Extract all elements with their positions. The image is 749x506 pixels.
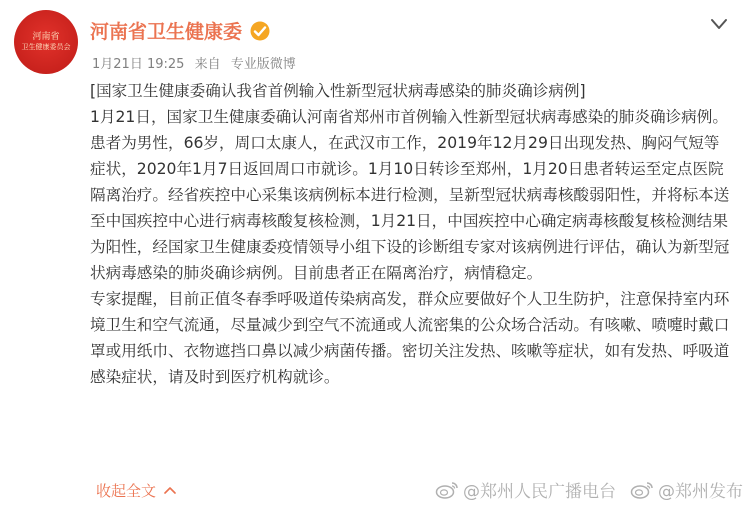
watermark-1 [435,477,616,502]
source-prefix: 来自 [194,57,221,72]
avatar-logo-text-2: 卫生健康委员会 [21,43,71,51]
weibo-logo-icon [435,480,459,500]
post-timestamp[interactable]: 1月21日 19:25 [92,57,185,72]
post-headline: [国家卫生健康委确认我省首例输入性新型冠状病毒感染的肺炎确诊病例] [90,82,586,100]
watermark-text-1: @郑州人民广播电台 [463,482,616,502]
weibo-logo-icon [630,480,654,500]
watermark-text-2: @郑州发布 [658,482,743,502]
chevron-down-icon[interactable] [709,14,729,34]
post-content [90,78,730,390]
watermarks [435,477,743,502]
chevron-up-icon [164,486,176,494]
post-source[interactable]: 专业版微博 [230,57,296,72]
post-meta [92,53,302,72]
avatar[interactable] [14,10,78,74]
collapse-label: 收起全文 [96,481,157,500]
watermark-2 [630,477,743,502]
author-name[interactable]: 河南省卫生健康委 [90,21,243,43]
post-paragraph: 1月21日，国家卫生健康委确认河南省郑州市首例输入性新型冠状病毒感染的肺炎确诊病例。 [90,108,728,126]
post-paragraph: 专家提醒，目前正值冬春季呼吸道传染病高发，群众应要做好个人卫生防护，注意保持室内环境卫生和空气流通，尽量减少到空气不流通或人流密集的公众场合活动。有咳嗽、喷嚏时戴口罩或用纸巾、衣物遮挡口鼻以减少病菌传播。密切关注发热、咳嗽等症状，如有发热、呼吸道感染症状，请及时到医疗机构就诊。 [90,290,730,386]
avatar-logo-text-1: 河南省 [32,32,60,42]
collapse-button[interactable] [96,480,176,501]
author-block [90,17,270,44]
post-paragraph: 患者为男性，66岁，周口太康人，在武汉市工作，2019年12月29日出现发热、胸闷气短等症状，2020年1月7日返回周口市就诊。1月10日转诊至郑州，1月20日患者转运至定点医院隔离治疗。经省疾控中心采集该病例标本进行检测，呈新型冠状病毒核酸弱阳性，并将标本送至中国疾控中心进行病毒核酸复核检测，1月21日，中国疾控中心确定病毒核酸复核检测结果为阳性，经国家卫生健康委疫情领导小组下设的诊断组专家对该病例进行评估，确认为新型冠状病毒感染的肺炎确诊病例。目前患者正在隔离治疗，病情稳定。 [90,134,730,282]
verified-badge-icon [250,21,270,41]
